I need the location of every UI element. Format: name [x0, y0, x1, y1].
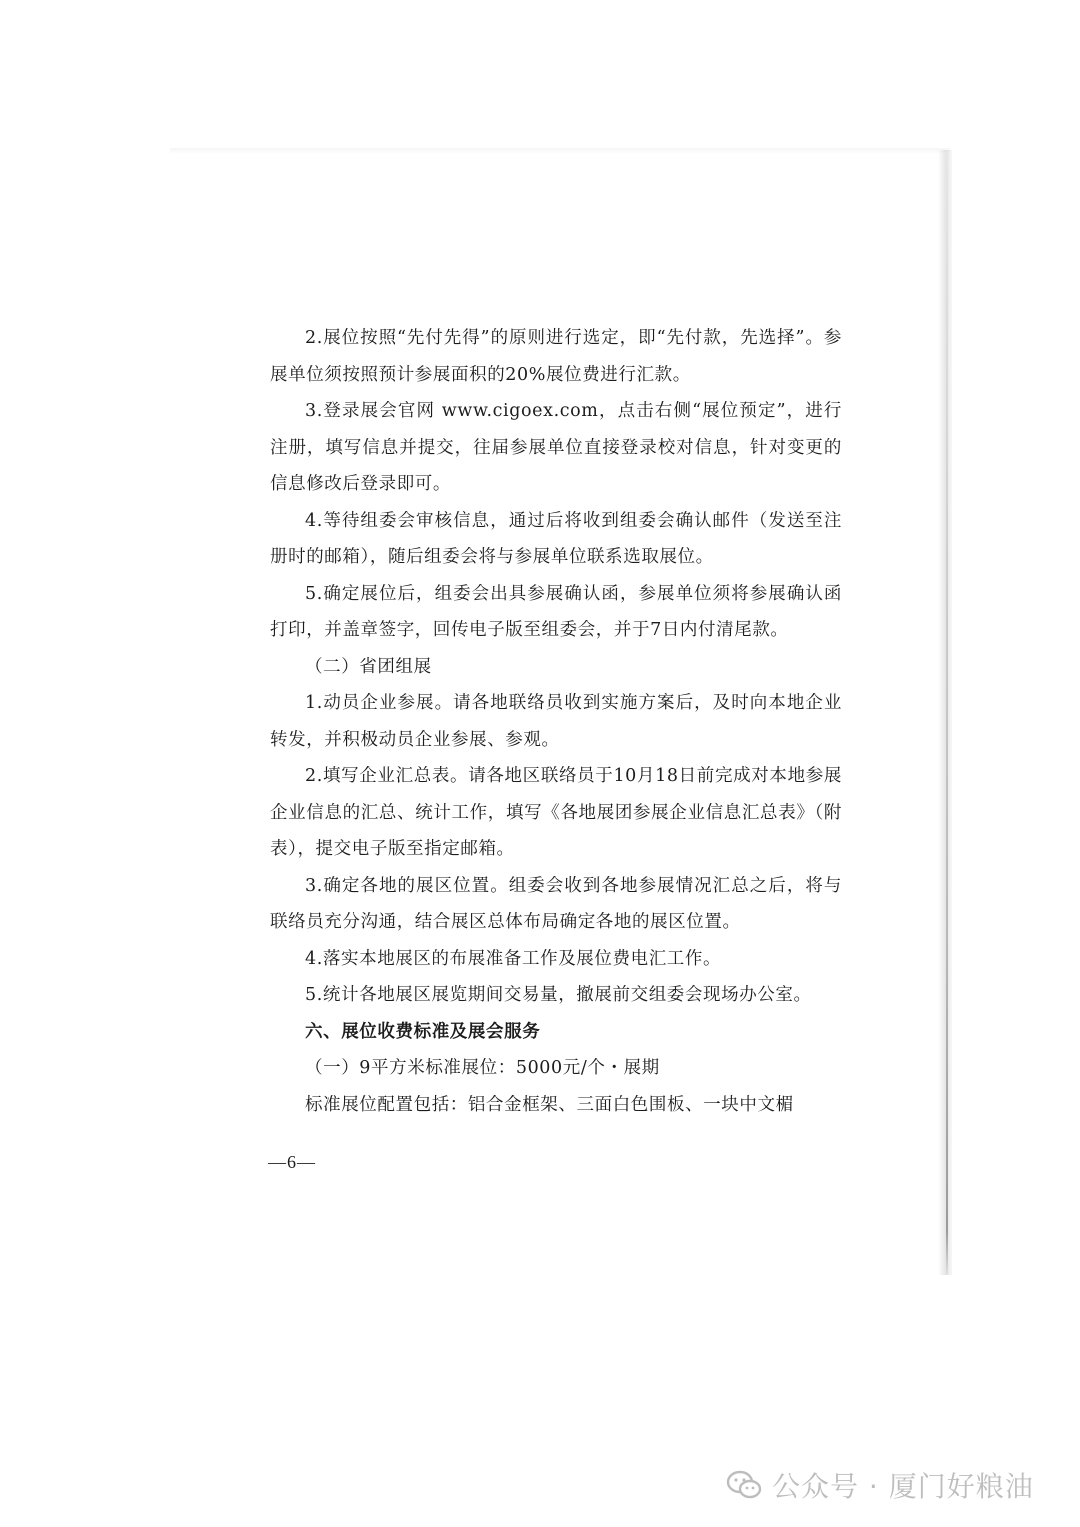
paragraph-confirmation: 5.确定展位后，组委会出具参展确认函，参展单位须将参展确认函打印，并盖章签字，回传电子版至组委会，并于7日内付清尾款。	[270, 583, 842, 640]
scan-edge-right	[938, 150, 952, 1275]
wechat-icon	[726, 1470, 762, 1500]
watermark-text: 公众号 · 厦门好粮油	[772, 1470, 1034, 1503]
section-heading-fees: 六、展位收费标准及展会服务	[305, 1021, 541, 1042]
section-heading-provincial: （二）省团组展	[305, 656, 432, 677]
document-body	[270, 320, 842, 1123]
scan-edge-top	[170, 148, 950, 154]
paragraph-booth-config: 标准展位配置包括：铝合金框架、三面白色围板、一块中文楣	[305, 1094, 794, 1115]
paragraph-booth-selection: 2.展位按照“先付先得”的原则进行选定，即“先付款，先选择”。参展单位须按照预计参展面积的20%展位费进行汇款。	[270, 328, 842, 385]
paragraph-area-location: 3.确定各地的展区位置。组委会收到各地参展情况汇总之后，将与联络员充分沟通，结合展区总体布局确定各地的展区位置。	[270, 875, 842, 932]
paragraph-summary-form: 2.填写企业汇总表。请各地区联络员于10月18日前完成对本地参展企业信息的汇总、统计工作，填写《各地展团参展企业信息汇总表》（附表），提交电子版至指定邮箱。	[270, 766, 842, 859]
watermark	[726, 1465, 1034, 1505]
paragraph-trade-volume: 5.统计各地展区展览期间交易量，撤展前交组委会现场办公室。	[305, 985, 812, 1005]
scan-edge-line	[946, 150, 948, 1275]
paragraph-online-registration: 3.登录展会官网 www.cigoex.com，点击右侧“展位预定”，进行注册，填写信息并提交，往届参展单位直接登录校对信息，针对变更的信息修改后登录即可。	[270, 401, 842, 494]
paragraph-review: 4.等待组委会审核信息，通过后将收到组委会确认邮件（发送至注册时的邮箱），随后组委会将与参展单位联系选取展位。	[270, 510, 842, 567]
paragraph-setup-prep: 4.落实本地展区的布展准备工作及展位费电汇工作。	[305, 948, 722, 969]
subheading-standard-booth: （一）9平方米标准展位：5000元/个・展期	[305, 1058, 660, 1078]
paragraph-mobilize: 1.动员企业参展。请各地联络员收到实施方案后，及时向本地企业转发，并积极动员企业参展、参观。	[270, 693, 842, 750]
page-number: —6—	[268, 1152, 316, 1172]
